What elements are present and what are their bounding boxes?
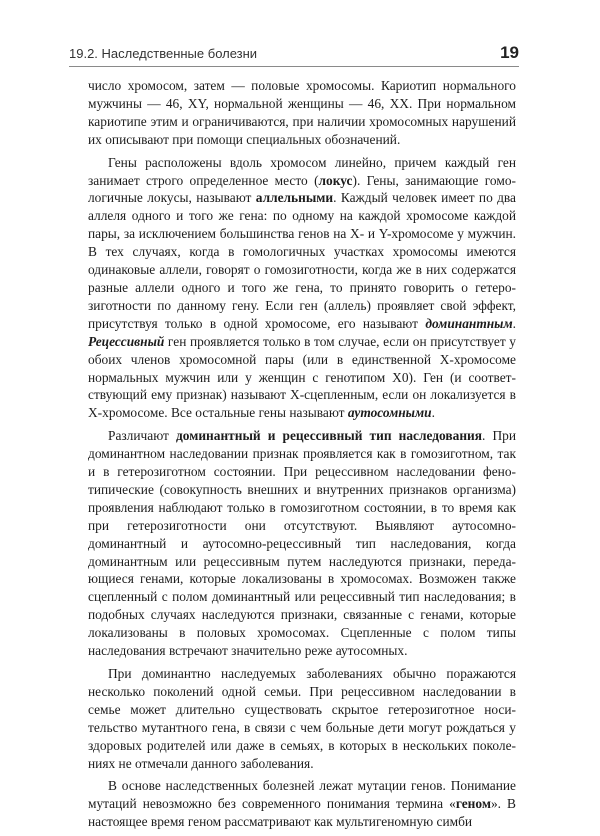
paragraph-4 bbox=[88, 665, 516, 772]
text-run: Гены расположены вдоль хромосом линейно, причем каждый ген занимает строго определенное место ( bbox=[88, 154, 516, 188]
text-run: При доминантно наследуемых заболеваниях обычно поражаются несколько поколений одной семьи. При рецессивном наследовании в семье может длительно существовать скрытое гетерозиготное носительство мутантного гена, в связи с чем больные дети могут рождаться у здоровых родителей или даже в семьях, в которых в нескольких поколениях не отмечали данного заболевания. bbox=[88, 666, 516, 771]
text-run: ». В настоящее время геном рассматривают как мультигеномную симби bbox=[88, 796, 516, 830]
term-recessive: Рецессивный bbox=[88, 333, 165, 349]
page-number: 19 bbox=[500, 43, 519, 62]
paragraph-2 bbox=[88, 154, 516, 423]
paragraph-5 bbox=[88, 777, 516, 831]
running-header bbox=[69, 44, 519, 67]
text-run: . Каждый человек имеет по два аллеля одного и того же гена: по одному на каждой хромосоме каждой пары, за исключением большинства генов на X- и Y-хромосоме у мужчин. В тех случаях, когда в гомологичных участках хромосомы имеются одинаковые аллели, говорят о гомозиготности, когда же в них содержатся разные аллели одного и того же гена, то принято говорить о гетерозиготности по данному гену. Если ген (аллель) проявляет свой эффект, присутствуя только в одной хромосоме, его называют bbox=[88, 190, 517, 331]
paragraph-3 bbox=[88, 427, 516, 660]
term-autosomal: аутосомными bbox=[347, 405, 432, 421]
section-title: 19.2. Наследственные болезни bbox=[69, 46, 258, 61]
term-dominant: доминантным bbox=[425, 315, 513, 331]
text-run: В основе наследственных болезней лежат мутации генов. Понимание мутаций невозможно без современного понимания термина « bbox=[88, 778, 516, 812]
text-run: . При доминантном наследовании признак проявляется как в гомозиготном, так и в гетерозиготном состоянии. При рецессивном наследовании фенотипические (совокупность внешних и внутренних признаков организма) проявления наблюдают только в гомозиготном состоянии, в то время как при гетерозиготности они отсутствуют. Выявляют аутосомно-доминантный и аутосомно-рецессивный тип наследования, когда доминантным или рецессивным путем наследуются признаки, передающиеся генами, которые локализованы в хромосомах. Возможен также сцепленный с полом доминантный или рецессивный тип наследования; в подобных случаях наследуются признаки, связанные с генами, которые локализованы в половых хромосомах. Сцепленные с полом типы наследования встречают значительно реже аутосомных. bbox=[88, 428, 517, 659]
term-locus: локус bbox=[318, 172, 353, 188]
text-run: ген проявляется только в том случае, если он присутствует у обоих членов хромосомной пары (или в единственной X-хромосоме нормальных мужчин или у женщин с генотипом X0). Ген (и соответствующий ему признак) называют X-сцепленным, если он локализуется в X-хромосоме. Все остальные гены называют bbox=[88, 333, 516, 421]
body-text bbox=[88, 77, 516, 836]
text-run: . bbox=[431, 405, 435, 421]
text-run: . bbox=[512, 315, 516, 331]
term-allelic: аллельными bbox=[255, 190, 334, 206]
text-run: число хромосом, затем — половые хромосомы. Кариотип нормального мужчины — 46, XY, нормальной женщины — 46, XX. При нормальном кариотипе этим и ограничиваются, при наличии хромосомных нарушений их описывают при помощи специальных обозначений. bbox=[88, 78, 516, 147]
text-run: Различают bbox=[108, 428, 176, 444]
term-inheritance-type: доминантный и рецессивный тип наследования bbox=[175, 428, 483, 444]
text-run: ). Гены, занимающие гомологичные локусы, называют bbox=[88, 172, 516, 206]
term-genome: геном bbox=[455, 796, 491, 812]
paragraph-1 bbox=[88, 77, 516, 149]
